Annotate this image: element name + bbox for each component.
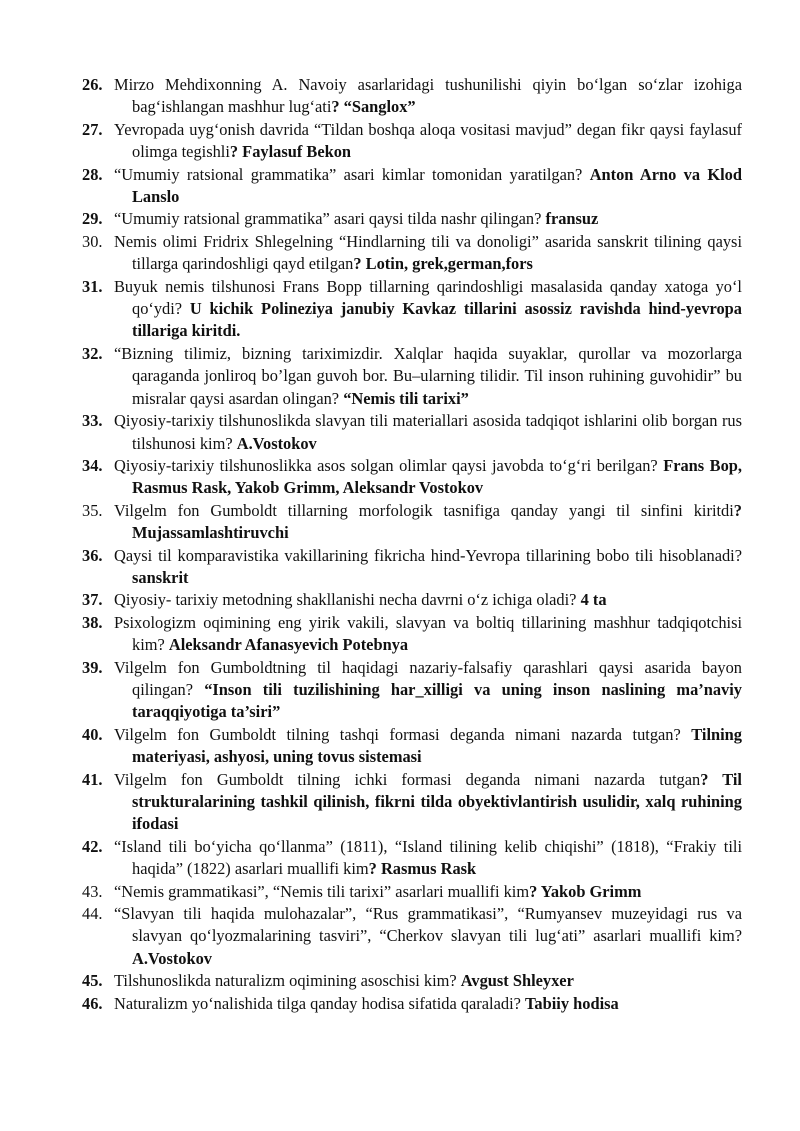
question-body xyxy=(114,970,742,992)
question-item xyxy=(82,164,742,209)
question-item xyxy=(82,903,742,970)
question-answer: ? “Sanglox” xyxy=(331,97,416,117)
question-item xyxy=(82,119,742,164)
question-text: Qaysi til komparavistika vakillarining fikricha hind-Yevropa tillarining bobo tili hisoblanadi? xyxy=(114,545,742,565)
question-text: Mirzo Mehdixonning A. Navoiy asarlaridagi tushunilishi qiyin bo‘lgan so‘zlar izohiga bag‘ishlangan mashhur lug‘ati xyxy=(114,75,742,117)
question-text: Naturalizm yo‘nalishida tilga qanday hodisa sifatida qaraladi? xyxy=(114,993,525,1013)
question-body xyxy=(114,993,742,1015)
question-body xyxy=(114,455,742,500)
question-answer: fransuz xyxy=(545,209,599,229)
question-body xyxy=(114,410,742,455)
question-number: 33. xyxy=(82,411,103,431)
question-body xyxy=(114,724,742,769)
question-answer: Anton Arno va Klod Lanslo xyxy=(132,164,742,207)
question-body xyxy=(114,769,742,836)
question-body xyxy=(114,276,742,343)
question-number: 35. xyxy=(82,500,103,520)
question-answer: sanskrit xyxy=(132,567,189,587)
question-body xyxy=(114,881,742,903)
question-text: Qiyosiy-tarixiy tilshunoslikda slavyan tili materiallari asosida tadqiqot ishlarini olib borgan rus tilshunosi kim? xyxy=(114,411,742,453)
question-answer: ? Mujassamlashtiruvchi xyxy=(132,500,742,543)
question-text: Vilgelm fon Gumboldt tilning ichki formasi deganda nimani nazarda tutgan xyxy=(114,769,701,789)
question-answer: 4 ta xyxy=(580,590,607,610)
question-number: 39. xyxy=(82,657,103,677)
question-body xyxy=(114,657,742,724)
question-body xyxy=(114,208,742,230)
question-number: 29. xyxy=(82,209,103,229)
question-text: Vilgelm fon Gumboldt tilning tashqi formasi deganda nimani nazarda tutgan? xyxy=(114,724,692,744)
question-number: 40. xyxy=(82,724,103,744)
question-text: Qiyosiy- tarixiy metodning shakllanishi necha davrni o‘z ichiga oladi? xyxy=(114,590,581,610)
question-body xyxy=(114,836,742,881)
question-number: 26. xyxy=(82,75,103,94)
question-item xyxy=(82,455,742,500)
question-number: 43. xyxy=(82,881,103,901)
question-number: 27. xyxy=(82,119,103,139)
question-body xyxy=(114,612,742,657)
question-item xyxy=(82,769,742,836)
question-text: “Island tili bo‘yicha qo‘llanma” (1811), “Island tilining kelib chiqishi” (1818), “Frakiy tili haqida” (1822) asarlari muallifi kim xyxy=(114,836,742,879)
question-number: 41. xyxy=(82,769,103,789)
question-number: 32. xyxy=(82,343,103,363)
question-number: 38. xyxy=(82,612,103,632)
question-answer: Avgust Shleyxer xyxy=(460,971,574,991)
question-item xyxy=(82,231,742,276)
question-answer: “Nemis tili tarixi” xyxy=(343,388,469,408)
question-body xyxy=(114,164,742,209)
question-item xyxy=(82,545,742,590)
question-answer: A.Vostokov xyxy=(236,433,317,453)
question-body xyxy=(114,74,742,119)
question-text: Vilgelm fon Gumboldt tillarning morfologik tasnifiga qanday yangi til sinfini kiritdi xyxy=(114,500,734,520)
question-text: Tilshunoslikda naturalizm oqimining asoschisi kim? xyxy=(114,971,461,991)
question-body xyxy=(114,500,742,545)
question-item xyxy=(82,343,742,410)
question-item xyxy=(82,589,742,611)
question-item xyxy=(82,74,742,119)
question-item xyxy=(82,993,742,1015)
question-number: 46. xyxy=(82,993,103,1013)
question-number: 36. xyxy=(82,545,103,565)
question-item xyxy=(82,410,742,455)
question-number: 45. xyxy=(82,971,103,991)
question-answer: ? Lotin, grek,german,fors xyxy=(353,254,533,274)
question-body xyxy=(114,903,742,970)
question-body xyxy=(114,545,742,590)
question-number: 34. xyxy=(82,455,103,475)
question-number: 30. xyxy=(82,231,103,251)
question-text: Yevropada uyg‘onish davrida “Tildan boshqa aloqa vositasi mavjud” degan fikr qaysi faylasuf olimga tegishli xyxy=(114,119,742,162)
question-answer: ? Faylasuf Bekon xyxy=(229,142,352,162)
question-answer: A.Vostokov xyxy=(132,948,212,968)
question-text: “Slavyan tili haqida mulohazalar”, “Rus grammatikasi”, “Rumyansev muzeyidagi rus va slavyan qo‘lyozmalarining tasviri”, “Cherkov slavyan tili lug‘ati” asarlari muallifi kim? xyxy=(114,904,742,946)
question-number: 44. xyxy=(82,904,103,924)
question-body xyxy=(114,119,742,164)
question-item xyxy=(82,208,742,230)
question-item xyxy=(82,881,742,903)
question-item xyxy=(82,970,742,992)
question-item xyxy=(82,657,742,724)
question-text: Qiyosiy-tarixiy tilshunoslikka asos solgan olimlar qaysi javobda to‘g‘ri berilgan? xyxy=(114,455,664,475)
question-number: 37. xyxy=(82,590,103,610)
question-text: “Nemis grammatikasi”, “Nemis tili tarixi” asarlari muallifi kim xyxy=(114,881,530,901)
question-body xyxy=(114,343,742,410)
question-answer: “Inson tili tuzilishining har_xilligi va uning inson naslining ma’naviy taraqqiyotiga ta’siri” xyxy=(132,679,742,722)
question-answer: Tilning materiyasi, ashyosi, uning tovus sistemasi xyxy=(132,724,742,767)
question-answer: ? Yakob Grimm xyxy=(529,881,642,901)
question-text: “Umumiy ratsional grammatika” asari qaysi tilda nashr qilingan? xyxy=(114,209,546,229)
question-item xyxy=(82,836,742,881)
question-answer: Aleksandr Afanasyevich Potebnya xyxy=(168,635,409,655)
question-answer: U kichik Polineziya janubiy Kavkaz tillarini asossiz ravishda hind-yevropa tillariga kiritdi. xyxy=(132,299,742,341)
question-text: Psixologizm oqimining eng yirik vakili, slavyan va boltiq tillarining mashhur tadqiqotchisi kim? xyxy=(114,612,742,655)
question-text: Vilgelm fon Gumboldtning til haqidagi nazariy-falsafiy qarashlari qaysi asarida bayon qilingan? xyxy=(114,657,742,699)
question-text: Buyuk nemis tilshunosi Frans Bopp tillarning qarindoshligi masalasida qanday xatoga yo‘l qo‘ydi? xyxy=(114,276,742,319)
question-answer: Tabiiy hodisa xyxy=(525,993,619,1013)
question-answer: ? Rasmus Rask xyxy=(368,859,477,879)
question-answer: Frans Bop, Rasmus Rask, Yakob Grimm, Aleksandr Vostokov xyxy=(132,455,742,498)
question-text: “Umumiy ratsional grammatika” asari kimlar tomonidan yaratilgan? xyxy=(114,164,590,184)
question-item xyxy=(82,500,742,545)
question-item xyxy=(82,276,742,343)
question-body xyxy=(114,589,742,611)
question-number: 42. xyxy=(82,836,103,856)
question-number: 31. xyxy=(82,276,103,296)
question-number: 28. xyxy=(82,164,103,184)
question-text: “Bizning tilimiz, bizning tariximizdir. Xalqlar haqida suyaklar, qurollar va mozorlarga qaraganda jonliroq bo’lgan guvoh bor. Bu–ularning tilidir. Til inson ruhining guvohidir” bu misralar qaysi asardan olingan? xyxy=(114,343,742,408)
question-text: Nemis olimi Fridrix Shlegelning “Hindlarning tili va donoligi” asarida sanskrit tilining qaysi tillarga qarindoshligi qayd etilgan xyxy=(114,231,742,274)
question-item xyxy=(82,724,742,769)
question-answer: ? Til strukturalarining tashkil qilinish, fikrni tilda obyektivlantirish usulidir, xalq ruhining ifodasi xyxy=(132,769,742,834)
question-body xyxy=(114,231,742,276)
question-item xyxy=(82,612,742,657)
